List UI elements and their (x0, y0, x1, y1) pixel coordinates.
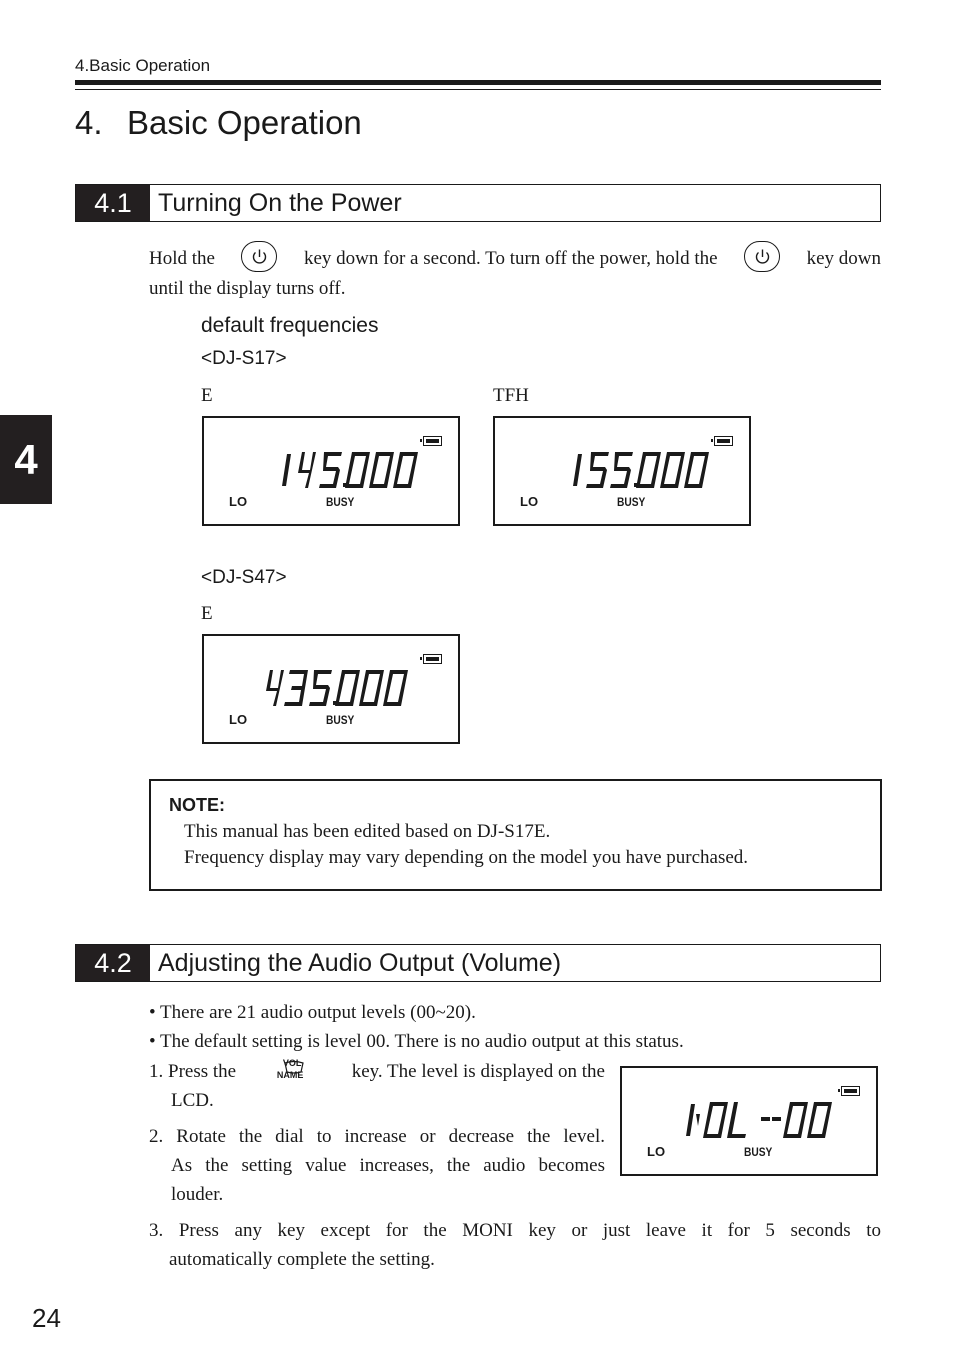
model-label-dj-s47: <DJ-S47> (201, 567, 287, 588)
model-label-dj-s17: <DJ-S17> (201, 348, 287, 369)
subheading-default-frequencies: default frequencies (201, 314, 379, 337)
chapter-number: 4. (75, 104, 103, 141)
header-rule (75, 80, 881, 85)
power-text-line2: until the display turns off. (149, 278, 346, 299)
lcd-lo-indicator: LO (229, 494, 248, 509)
lcd-frequency-digits (262, 664, 432, 712)
display-version-label: E (201, 385, 213, 406)
lcd-display-volume (620, 1066, 878, 1176)
lcd-busy-indicator: BUSY (326, 495, 355, 509)
section-title: Turning On the Power (158, 188, 402, 217)
step-3 (149, 1216, 881, 1274)
note-line: This manual has been edited based on DJ-S17E. (184, 821, 551, 842)
display-version-label: TFH (493, 385, 529, 406)
section-heading-4-2 (75, 944, 881, 982)
lcd-busy-indicator: BUSY (326, 713, 355, 727)
step-2-text-a: 2. Rotate the dial to increase or decrease the level. (149, 1126, 605, 1147)
bullet-item: • There are 21 audio output levels (00~20). (149, 1002, 476, 1023)
section-heading-4-1 (75, 184, 881, 222)
lcd-frequency-digits (563, 446, 733, 494)
power-key-icon (241, 241, 277, 272)
battery-icon (423, 436, 442, 446)
note-box (149, 779, 882, 891)
step-2-text-b: As the setting value increases, the audio becomes (171, 1155, 605, 1176)
chapter-title-text: Basic Operation (127, 104, 362, 141)
power-text-2: key down for a second. To turn off the power, hold the (304, 248, 718, 269)
bullet-item: • The default setting is level 00. There is no audio output at this status. (149, 1031, 684, 1052)
section-title: Adjusting the Audio Output (Volume) (158, 948, 562, 977)
header-rule-thin (75, 89, 881, 90)
lcd-frequency-digits (272, 446, 442, 494)
page-number: 24 (32, 1303, 61, 1333)
lcd-display (493, 416, 751, 526)
battery-icon (841, 1086, 860, 1096)
vol-name-key-icon (277, 1054, 311, 1084)
power-text-3: key down (806, 248, 881, 269)
step-1-text-c: LCD. (171, 1090, 214, 1111)
vol-key-label: VOL (282, 1058, 302, 1068)
note-line: Frequency display may vary depending on the model you have purchased. (184, 847, 749, 868)
lcd-lo-indicator: LO (520, 494, 539, 509)
lcd-lo-indicator: LO (229, 712, 248, 727)
step-2 (149, 1122, 605, 1209)
lcd-volume-digits (676, 1096, 856, 1144)
battery-icon (714, 436, 733, 446)
lcd-display (202, 416, 460, 526)
lcd-busy-indicator: BUSY (744, 1145, 773, 1159)
name-key-label: NAME (276, 1070, 304, 1080)
display-version-label: E (201, 603, 213, 624)
step-1 (149, 1056, 605, 1115)
power-key-icon (744, 241, 780, 272)
step-1-text-a: 1. Press the (149, 1060, 237, 1082)
battery-icon (423, 654, 442, 664)
step-2-text-c: louder. (171, 1184, 224, 1205)
running-header: 4.Basic Operation (75, 56, 211, 75)
step-3-text-a: 3. Press any key except for the MONI key or just leave it for 5 seconds to (149, 1220, 881, 1241)
section-number: 4.2 (76, 945, 150, 981)
chapter-side-tab: 4 (0, 415, 52, 504)
lcd-busy-indicator: BUSY (617, 495, 646, 509)
chapter-title (75, 104, 362, 142)
lcd-display (202, 634, 460, 744)
note-title: NOTE: (169, 795, 225, 815)
power-instructions (149, 243, 881, 303)
power-text-1: Hold the (149, 248, 215, 269)
step-3-text-b: automatically complete the setting. (169, 1249, 435, 1270)
step-1-text-b: key. The level is displayed on the (351, 1060, 605, 1082)
section-number: 4.1 (76, 185, 150, 221)
lcd-lo-indicator: LO (647, 1144, 666, 1159)
